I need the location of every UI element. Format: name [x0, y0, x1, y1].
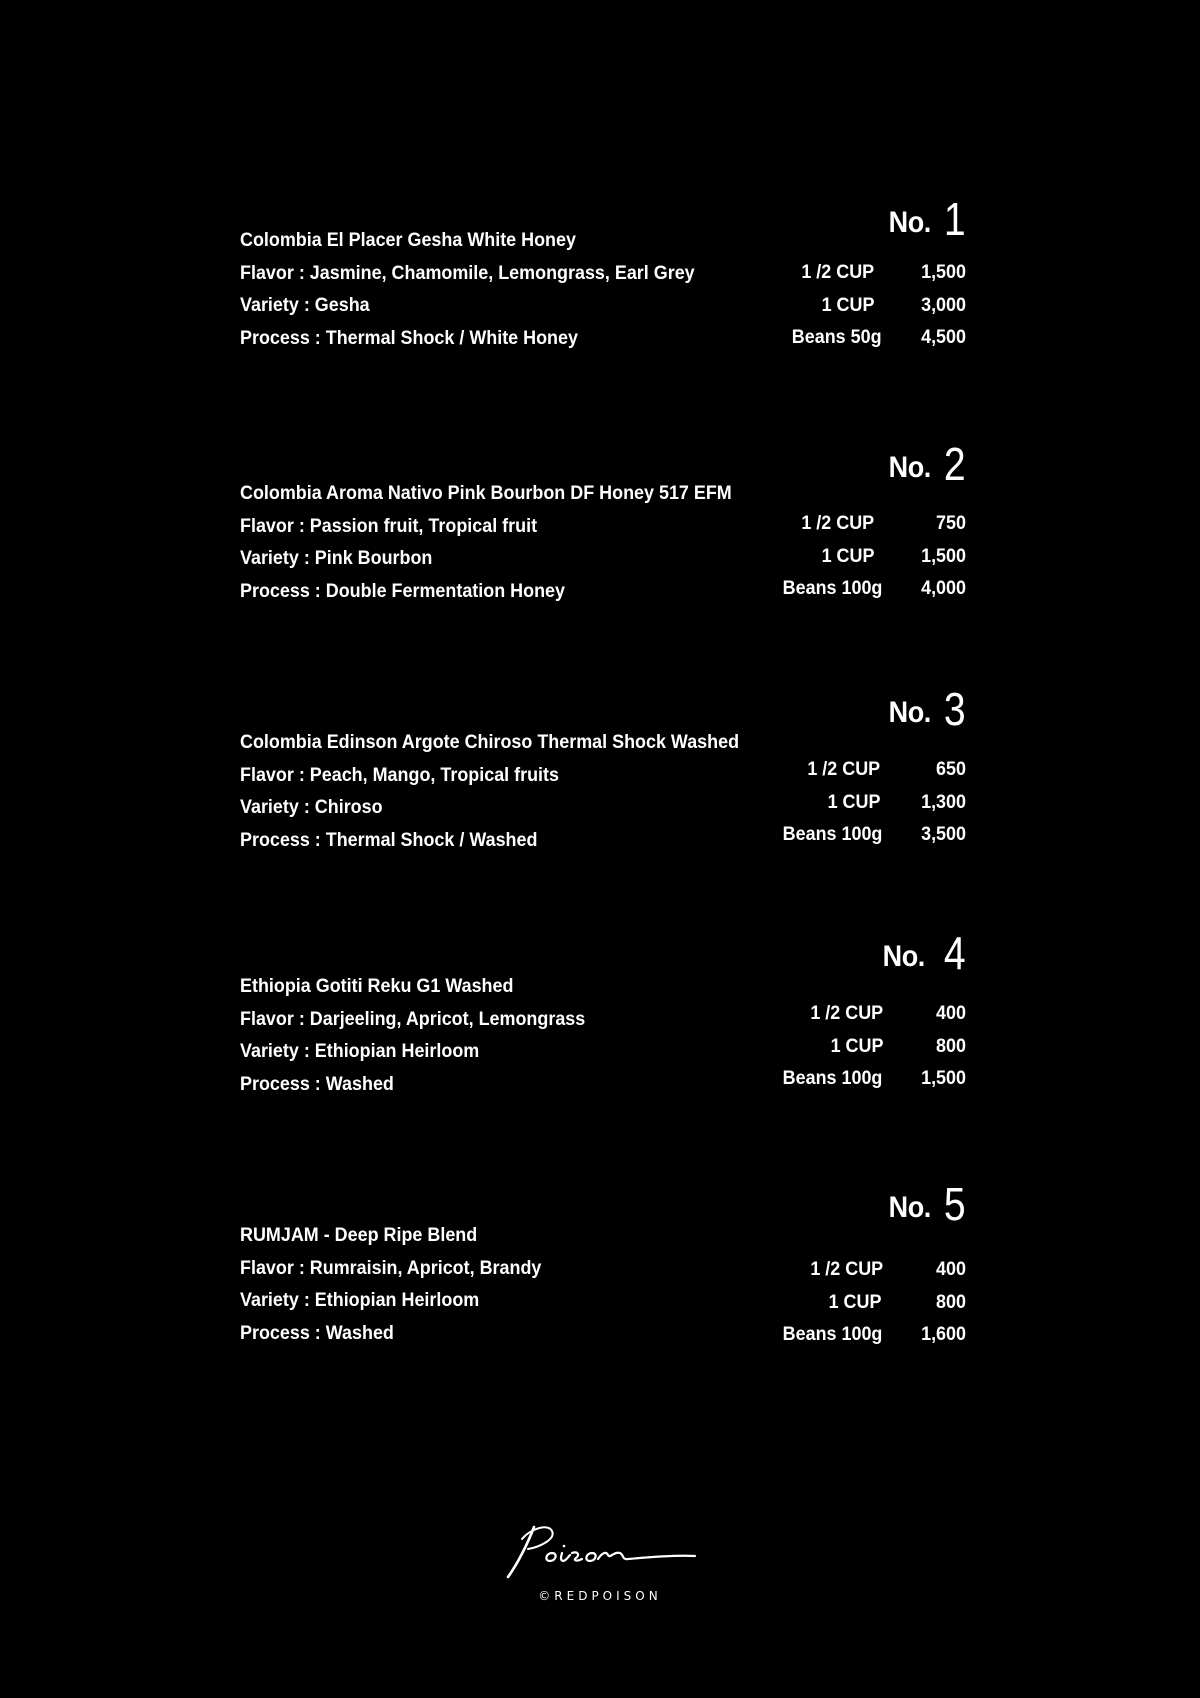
item-flavor: Flavor : Darjeeling, Apricot, Lemongrass — [240, 1007, 586, 1030]
price-row-beans — [774, 572, 966, 605]
item-number — [884, 193, 966, 245]
price-size: 1 CUP — [821, 544, 874, 567]
item-number-value: 5 — [944, 1178, 966, 1230]
price-size: 1 CUP — [830, 1034, 883, 1057]
item-number-label: No. — [882, 940, 925, 973]
item-process: Process : Thermal Shock / Washed — [240, 829, 538, 852]
price-row-half-cup — [774, 507, 966, 540]
menu-item-4 — [240, 927, 966, 1130]
item-name: Ethiopia Gotiti Reku G1 Washed — [240, 975, 514, 997]
item-process: Process : Washed — [240, 1322, 394, 1345]
price-amount: 800 — [936, 1034, 966, 1057]
item-variety: Variety : Ethiopian Heirloom — [240, 1040, 480, 1063]
menu-item-1 — [240, 193, 966, 396]
item-number-value: 4 — [944, 927, 966, 979]
price-amount: 4,000 — [921, 577, 966, 600]
item-flavor: Flavor : Passion fruit, Tropical fruit — [240, 514, 538, 537]
price-size: Beans 100g — [782, 1067, 882, 1090]
price-row-beans — [784, 321, 966, 354]
price-list — [774, 1253, 966, 1351]
price-size: 1 CUP — [828, 1290, 881, 1313]
menu-item-3 — [240, 683, 966, 886]
item-details — [240, 1219, 568, 1350]
item-details — [240, 477, 775, 608]
item-number — [884, 683, 966, 735]
price-amount: 750 — [936, 512, 966, 534]
item-number-label: No. — [888, 451, 931, 484]
price-amount: 3,500 — [921, 823, 966, 846]
price-size: 1 /2 CUP — [810, 1002, 883, 1024]
price-amount: 1,500 — [921, 1067, 966, 1090]
item-number-value: 1 — [944, 193, 966, 245]
item-name: Colombia El Placer Gesha White Honey — [240, 229, 576, 251]
item-variety: Variety : Chiroso — [240, 796, 383, 819]
price-size: 1 /2 CUP — [801, 512, 874, 534]
price-amount: 400 — [936, 1002, 966, 1024]
price-amount: 1,500 — [921, 544, 966, 567]
item-number — [884, 438, 966, 490]
price-size: Beans 100g — [782, 577, 882, 600]
price-row-half-cup — [774, 753, 966, 786]
price-list — [774, 997, 966, 1095]
price-row-half-cup — [774, 1253, 966, 1286]
item-name: Colombia Aroma Nativo Pink Bourbon DF Honey 517 EFM — [240, 482, 732, 504]
item-number-label: No. — [888, 1191, 931, 1224]
item-number-value: 3 — [944, 683, 966, 735]
price-row-cup — [774, 786, 966, 819]
item-details — [240, 970, 615, 1101]
item-details — [240, 224, 734, 355]
price-row-beans — [774, 1318, 966, 1351]
price-list — [784, 256, 966, 354]
price-size: 1 CUP — [821, 293, 874, 316]
price-size: 1 /2 CUP — [810, 1258, 883, 1280]
price-amount: 1,500 — [921, 261, 966, 283]
price-amount: 400 — [936, 1258, 966, 1280]
item-flavor: Flavor : Rumraisin, Apricot, Brandy — [240, 1256, 542, 1279]
price-list — [774, 507, 966, 605]
item-number — [878, 927, 966, 979]
price-row-cup — [774, 1030, 966, 1063]
price-amount: 4,500 — [921, 326, 966, 349]
item-process: Process : Washed — [240, 1073, 394, 1096]
price-size: Beans 50g — [792, 326, 882, 349]
price-row-cup — [774, 1286, 966, 1319]
item-variety: Variety : Pink Bourbon — [240, 547, 433, 570]
item-name: Colombia Edinson Argote Chiroso Thermal Shock Washed — [240, 731, 740, 753]
item-number-value: 2 — [944, 438, 966, 490]
price-row-beans — [774, 1062, 966, 1095]
price-amount: 650 — [936, 758, 966, 780]
item-number-label: No. — [888, 206, 931, 239]
item-variety: Variety : Gesha — [240, 294, 370, 317]
poison-signature-logo-icon — [500, 1515, 700, 1585]
price-size: 1 /2 CUP — [807, 758, 880, 780]
price-amount: 3,000 — [921, 293, 966, 316]
price-row-half-cup — [774, 997, 966, 1030]
price-row-beans — [774, 818, 966, 851]
price-size: 1 CUP — [827, 790, 880, 813]
item-number-label: No. — [888, 696, 931, 729]
price-row-cup — [784, 289, 966, 322]
price-size: 1 /2 CUP — [801, 261, 874, 283]
price-list — [774, 753, 966, 851]
price-size: Beans 100g — [782, 1323, 882, 1346]
price-amount: 800 — [936, 1290, 966, 1313]
price-size: Beans 100g — [782, 823, 882, 846]
price-row-cup — [774, 540, 966, 573]
footer — [0, 1515, 1200, 1603]
price-amount: 1,600 — [921, 1323, 966, 1346]
item-details — [240, 726, 782, 857]
menu-item-5 — [240, 1178, 966, 1381]
item-variety: Variety : Ethiopian Heirloom — [240, 1289, 480, 1312]
item-number — [884, 1178, 966, 1230]
menu-item-2 — [240, 438, 966, 641]
item-flavor: Flavor : Peach, Mango, Tropical fruits — [240, 763, 559, 786]
item-process: Process : Double Fermentation Honey — [240, 580, 565, 603]
item-process: Process : Thermal Shock / White Honey — [240, 327, 578, 350]
copyright-text: ©REDPOISON — [538, 1589, 662, 1603]
price-row-half-cup — [784, 256, 966, 289]
item-name: RUMJAM - Deep Ripe Blend — [240, 1224, 478, 1246]
price-amount: 1,300 — [921, 790, 966, 813]
item-flavor: Flavor : Jasmine, Chamomile, Lemongrass, Earl Grey — [240, 261, 695, 284]
